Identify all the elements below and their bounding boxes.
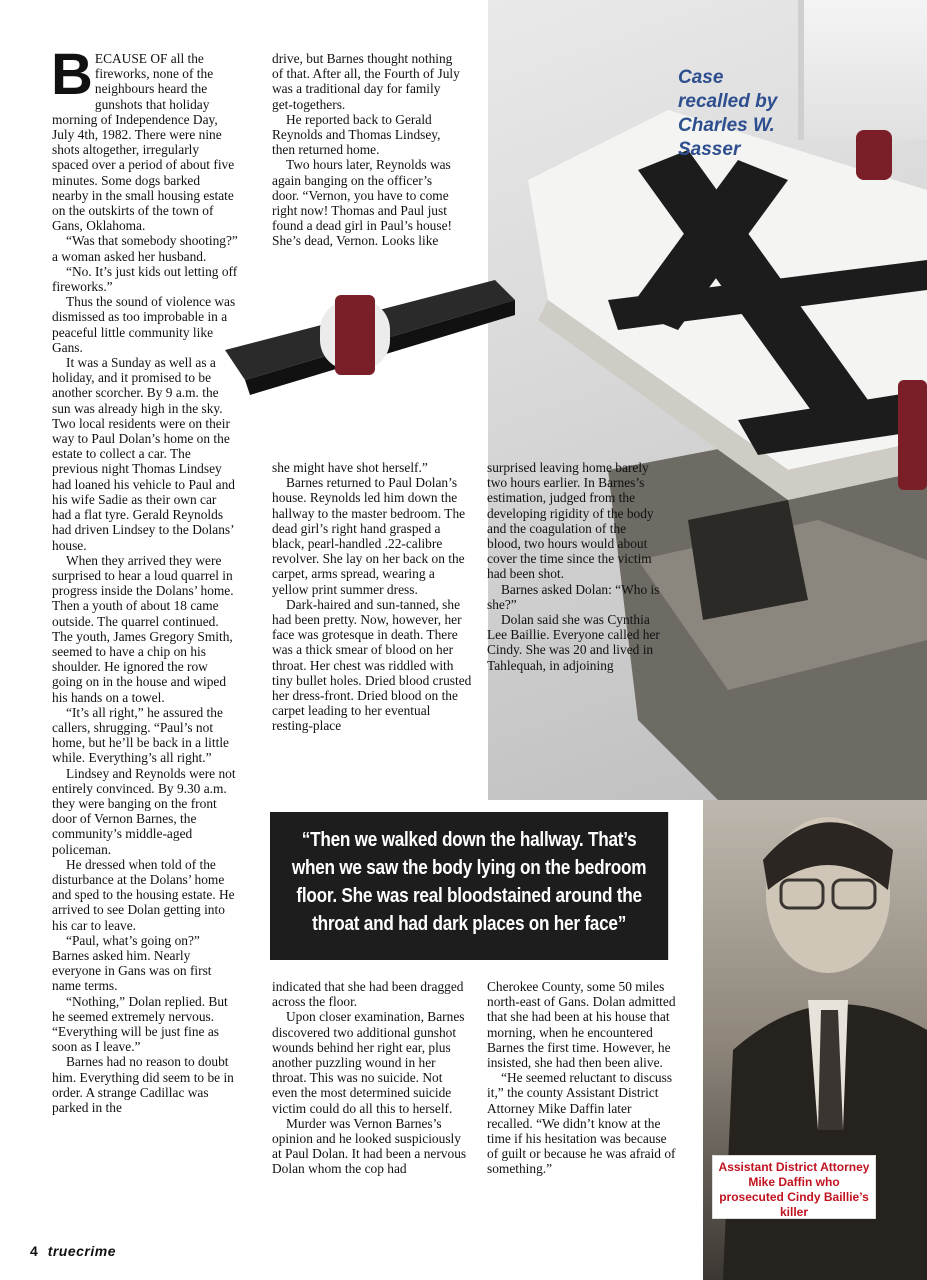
- column-2-top: drive, but Barnes thought nothing of that. After all, the Fourth of July was a traditional day for family get-togethers. He reported back to Gerald Reynolds and Thomas Lindsey, then returned home. Two hours later, Reynolds was again banging on the officer’s door. “Vernon, you have to come right now! Thomas and Paul just found a dead girl in Paul’s house! She’s dead, Vernon. Looks like: [272, 51, 460, 249]
- arm-board: [215, 260, 535, 420]
- column-3-middle: surprised leaving home barely two hours earlier. In Barnes’s estimation, judged from the developing rigidity of the body and the coagulation of the blood, two hours would about cover the time since the victim had been shot. Barnes asked Dolan: “Who is she?” Dolan said she was Cynthia Lee Baillie. Everyone called her Cindy. She was 20 and lived in Tahlequah, in adjoining: [487, 460, 660, 673]
- page-number: 4: [30, 1243, 38, 1259]
- column-2-middle: she might have shot herself.” Barnes returned to Paul Dolan’s house. Reynolds led him down the hallway to the master bedroom. The dead girl’s right hand grasped a black, pearl-handled .22-calibre revolver. She lay on her back on the carpet, arms spread, wearing a yellow print summer dress. Dark-haired and sun-tanned, she had been pretty. Now, however, her face was grotesque in death. There was a thick smear of blood on her throat. Her chest was riddled with tiny bullet holes. Dried blood crusted her dress-front. Dried blood on the carpet leading to her eventual resting-place: [272, 460, 472, 734]
- photo-caption: Assistant District Attorney Mike Daffin who prosecuted Cindy Baillie’s killer: [712, 1155, 876, 1219]
- column-1: BECAUSE OF all the fireworks, none of the neighbours heard the gunshots that holiday morning of Independence Day, July 4th, 1982. There were nine shots altogether, irregularly spaced over a period of about five minutes. Some dogs barked nearby in the small housing estate on the outskirts of the town of Gans, Oklahoma. “Was that somebody shooting?” a woman asked her husband. “No. It’s just kids out letting off fireworks.” Thus the sound of violence was dismissed as too improbable in a peaceful little community like Gans. It was a Sunday as well as a holiday, and it promised to be another scorcher. By 9 a.m. the sun was already high in the sky. Two local residents were on their way to Paul Dolan’s home on the estate to collect a car. The previous night Thomas Lindsey had loaned his vehicle to Paul and his wife Sadie as their own car had a flat tyre. Gerald Reynolds had driven Lindsey to the Dolans’ house. When they arrived they were surprised to hear a loud quarrel in progress inside the Dolans’ home. Then a youth of about 18 came outside. The quarrel continued. The youth, James Gregory Smith, seemed to have a chip on his shoulder. He ignored the row going on in the house and wiped his hands on a towel. “It’s all right,” he assured the callers, shrugging. “Paul’s not home, but he’ll be back in a little while. Everything’s all right.” Lindsey and Reynolds were not entirely convinced. By 9.30 a.m. they were banging on the front door of Vernon Barnes, the community’s middle-aged policeman. He dressed when told of the disturbance at the Dolans’ home and sped to the housing estate. He arrived to see Dolan getting into his car to leave. “Paul, what’s going on?” Barnes asked him. Nearly everyone in Gans was on first name terms. “Nothing,” Dolan replied. But he seemed extremely nervous. “Everything will be just fine as soon as I leave.” Barnes had no reason to doubt him. Everything did seem to be in order. A strange Cadillac was parked in the: [51, 42, 238, 1116]
- page-footer: [30, 1243, 116, 1259]
- pull-quote: “Then we walked down the hallway. That’s when we saw the body lying on the bedroom floor. She was real bloodstained around the throat and had dark places on her face”: [270, 812, 668, 960]
- column-2-bottom: indicated that she had been dragged across the floor. Upon closer examination, Barnes discovered two additional gunshot wounds behind her right ear, plus another puzzling wound in her throat. This was no suicide. Not even the most determined suicide victim could do all this to herself. Murder was Vernon Barnes’s opinion and he looked suspiciously at Paul Dolan. It had been a nervous Dolan whom the cop had: [272, 979, 467, 1177]
- magazine-brand: truecrime: [47, 1243, 116, 1259]
- story-credit: Case recalled by Charles W. Sasser: [678, 67, 778, 160]
- opening-paragraph: BECAUSE OF all the fireworks, none of the neighbours heard the gunshots that holiday morning of Independence Day, July 4th, 1982. There were nine shots altogether, irregularly spaced over a period of about five minutes. Some dogs barked nearby in the small housing estate on the outskirts of the town of Gans, Oklahoma.: [51, 42, 235, 234]
- drop-cap: B: [51, 42, 93, 107]
- column-3-bottom: Cherokee County, some 50 miles north-east of Gans. Dolan admitted that she had been at his house that morning, when he encountered Barnes the first time. However, he insisted, she had then been alive. “He seemed reluctant to discuss it,” the county Assistant District Attorney Mike Daffin later recalled. “We didn’t know at the time if his hesitation was because of guilt or because he was afraid of something.”: [487, 979, 676, 1177]
